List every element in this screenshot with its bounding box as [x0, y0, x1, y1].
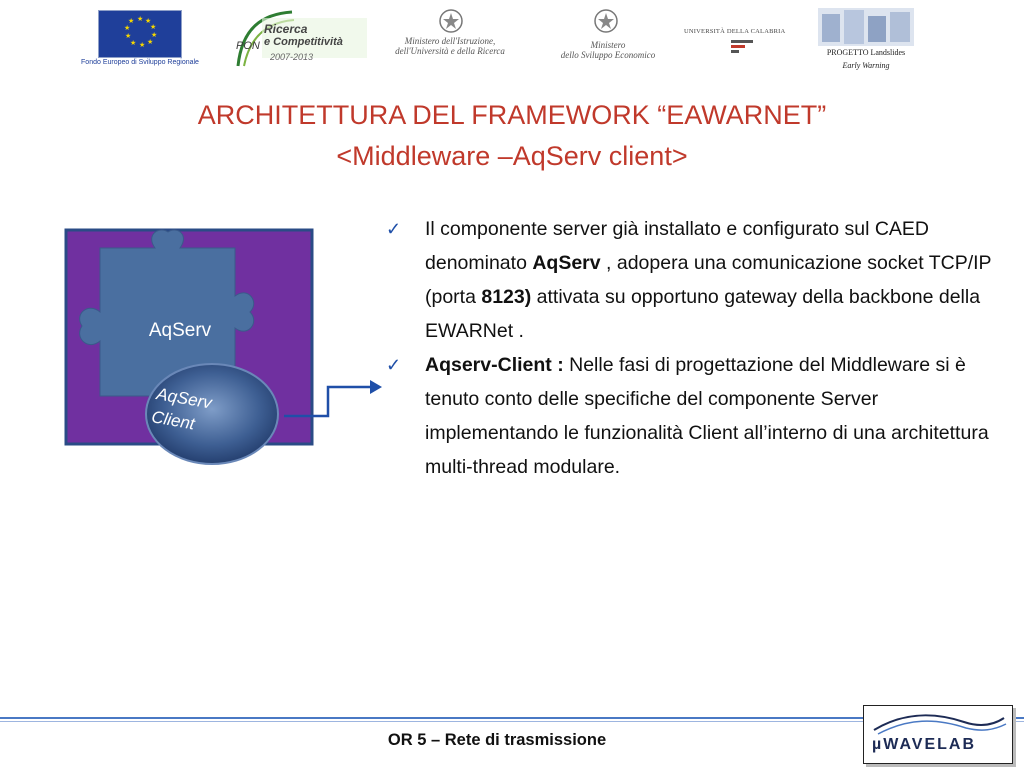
svg-text:★: ★	[151, 31, 158, 39]
eu-logo-subtext: Fondo Europeo di Sviluppo Regionale	[81, 59, 199, 66]
unical-emblem-icon	[731, 40, 753, 59]
pon-title-1: Ricerca	[264, 22, 308, 36]
bullet-list	[384, 212, 1004, 484]
svg-text:★: ★	[145, 17, 152, 25]
mse-text-2: dello Sviluppo Economico	[560, 50, 656, 60]
arrow-head-icon	[370, 380, 382, 394]
footer-title: OR 5 – Rete di trasmissione	[387, 731, 607, 749]
unical-logo-text: UNIVERSITÀ DELLA CALABRIA	[684, 28, 786, 35]
bullet-item-client: ✓ Aqserv-Client : Nelle fasi di progettazione del Middleware si è tenuto conto delle specifiche del componente Server implementando le funzionalità Client all’interno di una architettura multi-thread modulare.	[384, 348, 1004, 484]
checkmark-icon: ✓	[386, 355, 402, 375]
svg-text:★: ★	[125, 32, 132, 40]
server-label: AqServ	[148, 320, 212, 341]
mse-emblem-icon	[593, 8, 619, 41]
slide-title-line-2: <Middleware –AqServ client>	[336, 141, 688, 171]
wavelab-logo	[863, 705, 1013, 764]
svg-text:★: ★	[124, 24, 131, 32]
mse-text-1: Ministero	[590, 40, 626, 50]
project-text-1: PROGETTO Landslides	[826, 48, 906, 57]
checkmark-icon: ✓	[386, 219, 402, 239]
wavelab-logo-text: µWAVELAB	[872, 736, 977, 753]
pon-title-2: e Competitività	[264, 36, 343, 48]
miur-text-2: dell'Università e della Ricerca	[395, 46, 505, 56]
svg-text:★: ★	[139, 41, 146, 49]
architecture-diagram	[60, 226, 390, 481]
svg-text:★: ★	[130, 39, 137, 47]
eu-logo-text: UNIONE EUROPEA	[103, 49, 177, 58]
bullet-item-server: ✓ Il componente server già installato e configurato sul CAED denominato AqServ , adopera una comunicazione socket TCP/IP (porta 8123) attivata su opportuno gateway della backbone della EWARNet .	[384, 212, 1004, 348]
client-label-line-2: Client	[150, 407, 197, 434]
svg-text:★: ★	[147, 38, 154, 46]
pon-years: 2007-2013	[270, 52, 314, 62]
project-logo-icon	[818, 8, 914, 51]
slide-title-line-1: ARCHITETTURA DEL FRAMEWORK “EAWARNET”	[197, 100, 827, 130]
miur-text-1: Ministero dell'Istruzione,	[404, 36, 496, 46]
header-logos	[0, 0, 1024, 80]
svg-text:★: ★	[128, 17, 135, 25]
svg-text:★: ★	[150, 23, 157, 31]
project-text-2: Early Warning	[842, 61, 890, 70]
pon-label: PON	[236, 40, 260, 52]
client-label-line-1: AqServ	[155, 384, 214, 413]
svg-text:★: ★	[137, 15, 144, 23]
